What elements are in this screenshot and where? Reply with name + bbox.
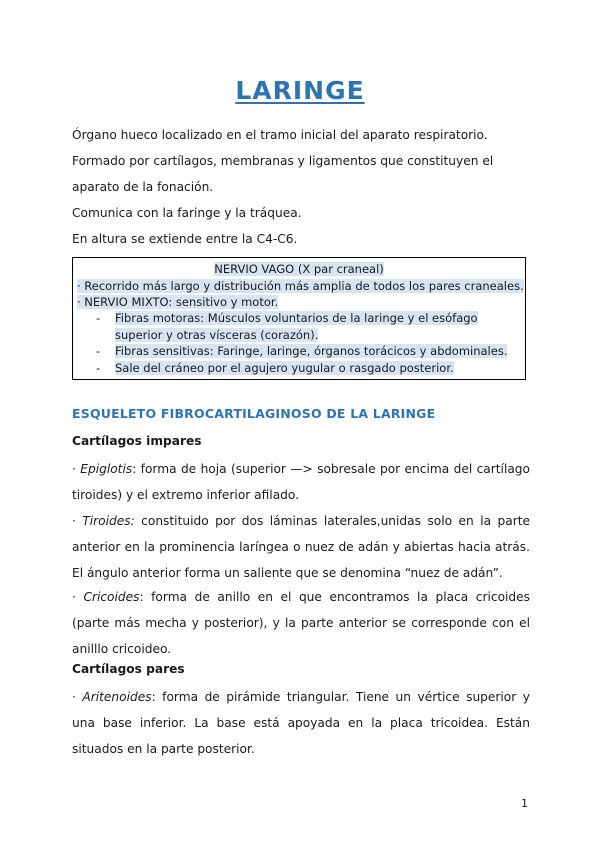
bullet: · [72, 690, 76, 704]
term-aritenoides: Aritenoides [82, 690, 152, 704]
tiroides-text: constituido por dos láminas laterales,unidas solo en la parte anterior en la prominencia laríngea o nuez de adán y abiertas hacia atrás. El ángulo anterior forma un saliente que se denomina “nuez de adán”. [72, 514, 531, 580]
term-cricoides: Cricoides [83, 590, 140, 604]
nerve-box-list-item: - Sale del cráneo por el agujero yugular o rasgado posterior. [96, 360, 454, 375]
tiroides-paragraph [72, 508, 530, 586]
nerve-vago-box [72, 257, 526, 380]
epiglotis-paragraph [72, 456, 530, 508]
intro-paragraph-1: Órgano hueco localizado en el tramo inicial del aparato respiratorio. [72, 128, 488, 142]
intro-paragraph-4: En altura se extiende entre la C4-C6. [72, 232, 298, 246]
subheading-pares: Cartílagos pares [72, 662, 185, 676]
dash-bullet: - [96, 360, 101, 375]
nerve-box-list-item: - Fibras sensitivas: Faringe, laringe, órganos torácicos y abdominales. [96, 344, 508, 358]
bullet: · [72, 514, 76, 528]
nerve-box-line: · NERVIO MIXTO: sensitivo y motor. [77, 295, 279, 309]
dash-bullet: - [96, 311, 101, 325]
aritenoides-text: : forma de pirámide triangular. Tiene un vértice superior y una base inferior. La base está apoyada en la placa tricoidea. Están situados en la parte posterior. [72, 690, 530, 756]
nerve-box-line: · Recorrido más largo y distribución más amplia de todos los pares craneales. [77, 279, 524, 293]
page-number: 1 [521, 797, 528, 810]
bullet: · [72, 590, 76, 604]
bullet: · [72, 462, 76, 476]
intro-paragraph-2: Formado por cartílagos, membranas y ligamentos que constituyen el aparato de la fonación. [72, 154, 494, 194]
term-tiroides: Tiroides: [82, 514, 135, 528]
epiglotis-text: : forma de hoja (superior —> sobresale por encima del cartílago tiroides) y el extremo inferior afilado. [72, 462, 530, 502]
subheading-impares: Cartílagos impares [72, 434, 202, 448]
cricoides-paragraph [72, 584, 530, 662]
nerve-box-heading: NERVIO VAGO (X par craneal) [214, 262, 384, 276]
page-title: LARINGE [235, 76, 365, 105]
section-heading: ESQUELETO FIBROCARTILAGINOSO DE LA LARINGE [72, 406, 436, 421]
cricoides-text: : forma de anillo en el que encontramos la placa cricoides (parte más mecha y posterior), y la parte anterior se corresponde con el anilllo cricoideo. [72, 590, 531, 656]
nerve-box-list-item: - Fibras motoras: Músculos voluntarios de la laringe y el esófago superior y otras vísceras (corazón). [96, 311, 478, 342]
intro-paragraph-3: Comunica con la faringe y la tráquea. [72, 206, 302, 220]
aritenoides-paragraph [72, 684, 530, 762]
term-epiglotis: Epiglotis [80, 462, 133, 476]
dash-bullet: - [96, 344, 101, 358]
